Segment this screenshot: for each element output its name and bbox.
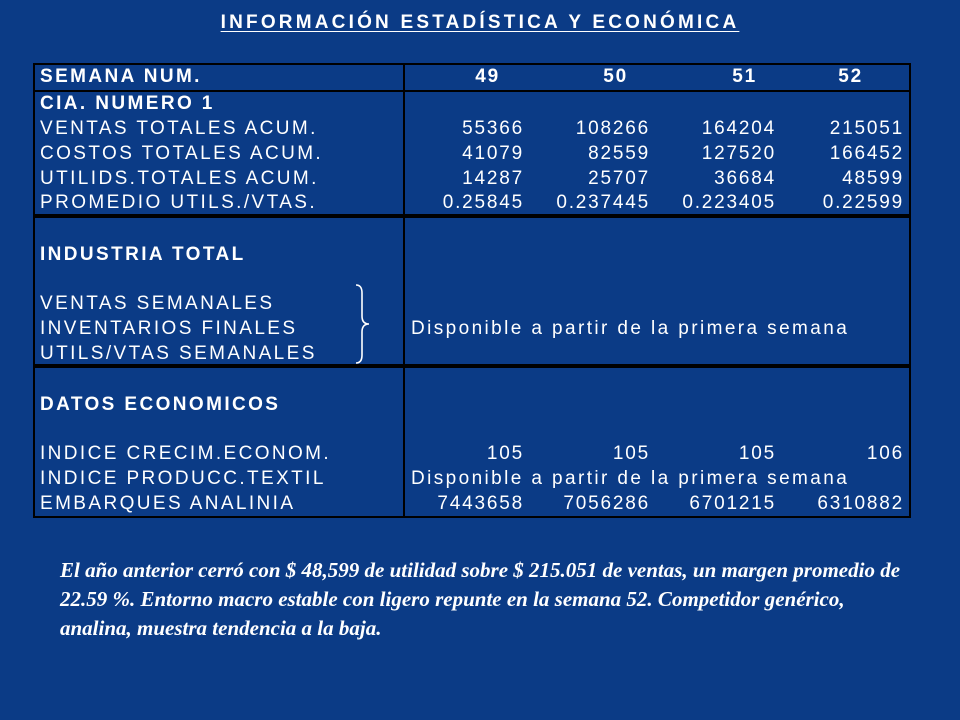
- column-divider: [403, 63, 405, 518]
- table-cell: 0.223405: [682, 192, 776, 213]
- week-52-header: 52: [838, 66, 863, 87]
- industry-heading: INDUSTRIA TOTAL: [40, 244, 246, 265]
- table-cell: 164204: [701, 118, 776, 139]
- table-cell: 25707: [588, 168, 650, 189]
- week-header-label: SEMANA NUM.: [40, 66, 202, 87]
- margin-label: PROMEDIO UTILS./VTAS.: [40, 192, 318, 213]
- table-cell: 55366: [462, 118, 524, 139]
- table-cell: 6310882: [817, 493, 904, 514]
- table-cell: 215051: [829, 118, 904, 139]
- table-cell: 6701215: [689, 493, 776, 514]
- page-title: INFORMACIÓN ESTADÍSTICA Y ECONÓMICA: [220, 12, 740, 33]
- table-cell: 0.25845: [442, 192, 524, 213]
- profits-label: UTILIDS.TOTALES ACUM.: [40, 168, 319, 189]
- table-cell: 0.22599: [822, 192, 904, 213]
- week-49-header: 49: [475, 66, 500, 87]
- economic-heading: DATOS ECONOMICOS: [40, 394, 281, 415]
- table-cell: 0.237445: [556, 192, 650, 213]
- summary-paragraph: El año anterior cerró con $ 48,599 de utilidad sobre $ 215.051 de ventas, un margen promedio de 22.59 %. Entorno macro estable con ligero repunte en la semana 52. Competidor genérico, analina, muestra tendencia a la baja.: [60, 558, 901, 640]
- costs-label: COSTOS TOTALES ACUM.: [40, 143, 324, 164]
- industry-row-label: UTILS/VTAS SEMANALES: [40, 343, 317, 364]
- sales-label: VENTAS TOTALES ACUM.: [40, 118, 318, 139]
- table-cell: 105: [738, 443, 776, 464]
- table-cell: 106: [866, 443, 904, 464]
- table-cell: 82559: [588, 143, 650, 164]
- table-cell: 105: [612, 443, 650, 464]
- table-cell: 105: [486, 443, 524, 464]
- table-cell: 127520: [701, 143, 776, 164]
- week-51-header: 51: [732, 66, 757, 87]
- growth-index-label: INDICE CRECIM.ECONOM.: [40, 443, 332, 464]
- industry-row-label: INVENTARIOS FINALES: [40, 318, 298, 339]
- textile-availability-note: Disponible a partir de la primera semana: [411, 468, 850, 489]
- table-cell: 48599: [842, 168, 904, 189]
- table-cell: 36684: [714, 168, 776, 189]
- table-cell: 14287: [462, 168, 524, 189]
- shipments-label: EMBARQUES ANALINIA: [40, 493, 296, 514]
- table-cell: 166452: [829, 143, 904, 164]
- table-cell: 41079: [462, 143, 524, 164]
- industry-row-label: VENTAS SEMANALES: [40, 293, 275, 314]
- textile-index-label: INDICE PRODUCC.TEXTIL: [40, 468, 326, 489]
- week-50-header: 50: [603, 66, 628, 87]
- company-heading: CIA. NUMERO 1: [40, 93, 215, 114]
- right-brace-icon: [352, 283, 374, 365]
- industry-availability-note: Disponible a partir de la primera semana: [411, 318, 850, 339]
- table-cell: 7443658: [437, 493, 524, 514]
- table-cell: 108266: [575, 118, 650, 139]
- table-cell: 7056286: [563, 493, 650, 514]
